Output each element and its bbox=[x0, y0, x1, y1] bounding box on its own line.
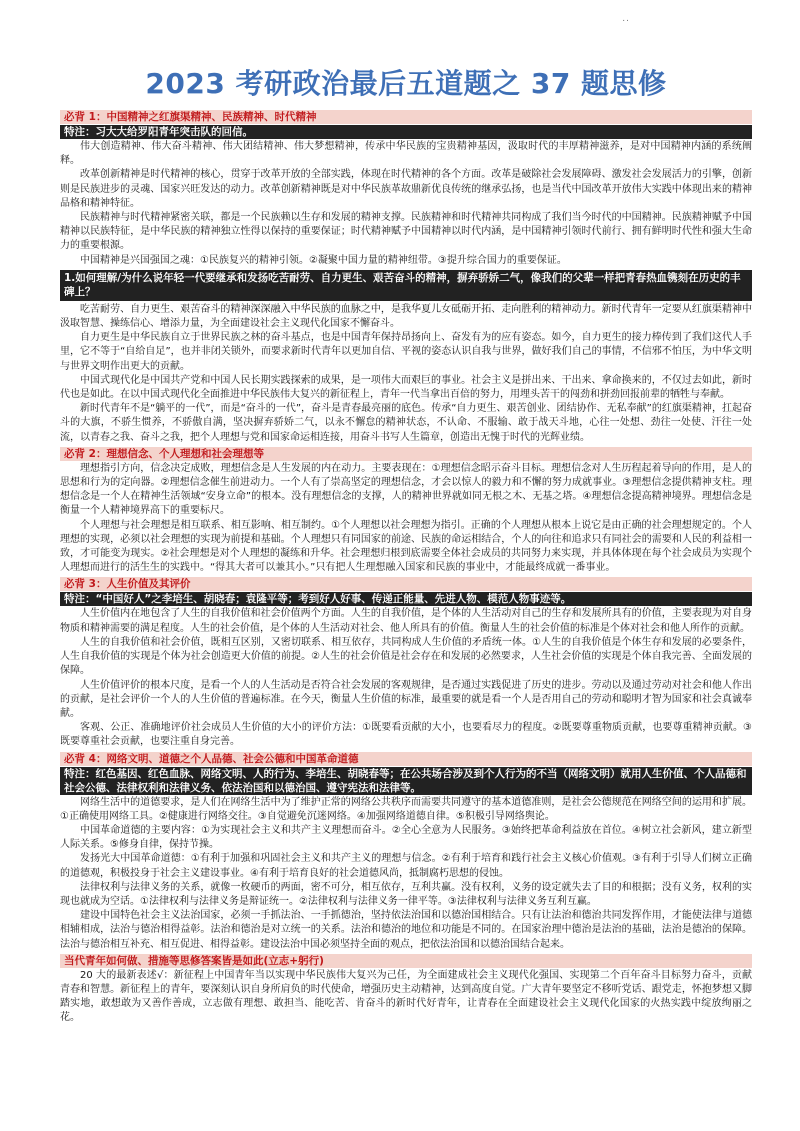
question-1: 1.如何理解/为什么说年轻一代要继承和发扬吃苦耐劳、自力更生、艰苦奋斗的精神，摒弃骄娇二气，像我们的父辈一样把青春热血镌刻在历史的丰碑上？ bbox=[60, 270, 752, 301]
answer-paragraph: 吃苦耐劳、自力更生、艰苦奋斗的精神深深融入中华民族的血脉之中，是我华夏儿女砥砺开拓、走向胜利的精神动力。新时代青年一定要从红旗渠精神中汲取智慧、操练信心、增添力量，为全面建设社会主义现代化国家不懈奋斗。 bbox=[60, 303, 752, 330]
page-title: 2023 考研政治最后五道题之 37 题思修 bbox=[145, 67, 667, 100]
section-3-note: 特注：“中国好人”之李培生、胡晓春；袁隆平等；考到好人好事、传递正能量、先进人物、模范人物事迹等。 bbox=[60, 592, 752, 606]
paragraph: 伟大创造精神、伟大奋斗精神、伟大团结精神、伟大梦想精神，传承中华民族的宝贵精神基因，汲取时代的丰厚精神滋养，是对中国精神内涵的系统阐释。 bbox=[60, 141, 752, 167]
answer-paragraph: 新时代青年不是“躺平的一代”，而是“奋斗的一代”，奋斗是青春最亮丽的底色。传承“自力更生、艰苦创业、团结协作、无私奉献”的红旗渠精神，扛起奋斗的大旗，不骄生惯养，不骄傲自满，坚决摒弃骄娇二气，以永不懈怠的精神状态，不认命、不服输、敢于战天斗地，心往一处想、劲往一处使、汗往一处流，以青春之我、奋斗之我，把个人理想与党和国家命运相连接，用奋斗书写人生篇章，创造出无愧于时代的光辉业绩。 bbox=[60, 403, 752, 443]
paragraph: 理想指引方向，信念决定成败，理想信念是人生发展的内在动力。主要表现在：①理想信念昭示奋斗目标。理想信念对人生历程起着导向的作用，是人的思想和行为的定向器。②理想信念催生前进动力。一个人有了崇高坚定的理想信念，才会以惊人的毅力和不懈的努力成就事业。③理想信念提供精神支柱。理想信念是一个人在精神生活领域“安身立命”的根本。没有理想信念的支撑，人的精神世界就如同无根之木、无基之塔。④理想信念提高精神境界。理想信念是衡量一个人精神境界高下的重要标尺。 bbox=[60, 462, 752, 517]
paragraph: 客观、公正、准确地评价社会成员人生价值的大小的评价方法：①既要看贡献的大小，也要看尽力的程度。②既要尊重物质贡献，也要尊重精神贡献。③既要尊重社会贡献，也要注重自身完善。 bbox=[60, 722, 752, 748]
paragraph: 人生的自我价值和社会价值，既相互区别，又密切联系、相互依存，共同构成人生价值的矛盾统一体。①人生的自我价值是个体生存和发展的必要条件，人生自我价值的实现是个体为社会创造更大价值的前提。②人生的社会价值是社会存在和发展的必然要求，人生社会价值的实现是个体自我完善、全面发展的保障。 bbox=[60, 636, 752, 677]
paragraph: 个人理想与社会理想是相互联系、相互影响、相互制约。①个人理想以社会理想为指引。正确的个人理想从根本上说它是由正确的社会理想规定的。个人理想的实现，必须以社会理想的实现为前提和基础。个人理想只有同国家的前途、民族的命运相结合，个人的向往和追求只有同社会的需要和人民的利益相一致，才可能变为现实。②社会理想是对个人理想的凝练和升华。社会理想归根到底需要全体社会成员的共同努力来实现，并具体体现在每个社会成员为实现个人理想而进行的活生生的实践中。“得其大者可以兼其小。”只有把人生理想融入国家和民族的事业中，才能最终成就一番事业。 bbox=[60, 519, 752, 574]
paragraph: 中国革命道德的主要内容：①为实现社会主义和共产主义理想而奋斗。②全心全意为人民服务。③始终把革命利益放在首位。④树立社会新风，建立新型人际关系。⑤修身自律，保持节操。 bbox=[60, 824, 752, 851]
paragraph: 法律权利与法律义务的关系，就像一枚硬币的两面，密不可分，相互依存，互利共赢。没有权利，义务的设定就失去了目的和根据；没有义务，权利的实现也就成为空话。①法律权利与法律义务是辩证统一。②法律权利与法律义务一律平等。③法律权利与法律义务互利互赢。 bbox=[60, 881, 752, 907]
section-4-note: 特注：红色基因、红色血脉、网络文明、人的行为、李培生、胡晓春等；在公共场合涉及到个人行为的不当（网络文明）就用人生价值、个人品德和社会公德、法律权利和法律义务、依法治国和以德治国、遵守宪法和法律等。 bbox=[60, 767, 752, 795]
section-1-header: 必背 1：中国精神之红旗渠精神、民族精神、时代精神 bbox=[60, 110, 752, 124]
paragraph: 20 大的最新表述√：新征程上中国青年当以实现中华民族伟大复兴为己任，为全面建成社会主义现代化强国、实现第二个百年奋斗目标努力奋斗，贡献青春和智慧。新征程上的青年，要深刻认识自身所肩负的时代使命，增强历史主动精神，达到高度自觉。广大青年要坚定不移听党话、跟党走，怀抱梦想又脚踏实地，敢想敢为又善作善成，立志做有理想、敢担当、能吃苦、肯奋斗的新时代好青年，让青春在全面建设社会主义现代化国家的火热实践中绽放绚丽之花。 bbox=[60, 969, 752, 1024]
section-3-header: 必背 3：人生价值及其评价 bbox=[60, 577, 752, 591]
paragraph: 建设中国特色社会主义法治国家，必须一手抓法治、一手抓德治，坚持依法治国和以德治国相结合。只有让法治和德治共同发挥作用，才能使法律与道德相辅相成，法治与德治相得益彰。法治和德治是对立统一的关系。法治和德治的地位和功能是不同的。在国家治理中德治是法治的基础，法治是德治的保障。法治与德治相互补充、相互促进、相得益彰。建设法治中国必须坚持全面的观点，把依法治国和以德治国结合起来。 bbox=[60, 910, 752, 950]
paragraph: 民族精神与时代精神紧密关联，都是一个民族赖以生存和发展的精神支撑。民族精神和时代精神共同构成了我们当今时代的中国精神。民族精神赋予中国精神以民族特征，是中华民族的精神独立性得以保持的重要保证；时代精神赋予中国精神以时代内涵，是中国精神引领时代前行、拥有鲜明时代性和强大生命力的重要根源。 bbox=[60, 212, 752, 252]
paragraph: 中国精神是兴国强国之魂：①民族复兴的精神引领。②凝聚中国力量的精神纽带。③提升综合国力的重要保证。 bbox=[80, 254, 567, 266]
paragraph: 发扬光大中国革命道德：①有利于加强和巩固社会主义和共产主义的理想与信念。②有利于培育和践行社会主义核心价值观。③有利于引导人们树立正确的道德观，积极投身于社会主义建设事业。④有利于培育良好的社会道德风尚，抵制腐朽思想的侵蚀。 bbox=[60, 853, 752, 879]
section-5-header: 当代青年如何做、措施等思修答案皆是如此(立志+躬行) bbox=[60, 954, 752, 968]
section-4-header: 必背 4：网络文明、道德之个人品德、社会公德和中国革命道德 bbox=[60, 752, 752, 766]
section-1-note: 特注：习大大给罗阳青年突击队的回信。 bbox=[60, 125, 752, 139]
answer-paragraph: 中国式现代化是中国共产党和中国人民长期实践探索的成果，是一项伟大而艰巨的事业。社会主义是拼出来、干出来、拿命换来的，不仅过去如此，新时代也是如此。在以中国式现代化全面推进中华民族伟大复兴的新征程上，青年一代当拿出百倍的努力，用埋头苦干的闯劲和拼劲回报前辈的牺牲与奉献。 bbox=[60, 374, 752, 401]
section-2-header: 必背 2：理想信念、个人理想和社会理想等 bbox=[60, 447, 752, 461]
paragraph: 网络生活中的道德要求，是人们在网络生活中为了维护正常的网络公共秩序而需要共同遵守的基本道德准则，是社会公德规范在网络空间的运用和扩展。①正确使用网络工具。②健康进行网络交往。③自觉避免沉迷网络。④加强网络道德自律。⑤积极引导网络舆论。 bbox=[60, 796, 752, 822]
paragraph: 人生价值评价的根本尺度，是看一个人的人生活动是否符合社会发展的客观规律，是否通过实践促进了历史的进步。劳动以及通过劳动对社会和他人作出的贡献，是社会评价一个人的人生价值的普遍标准。在今天，衡量人生价值的标准，最重要的就是看一个人是否用自己的劳动和聪明才智为国家和社会真诚奉献。 bbox=[60, 679, 752, 719]
paragraph: 改革创新精神是时代精神的核心，贯穿于改革开放的全部实践，体现在时代精神的各个方面。改革是破除社会发展障碍、激发社会发展活力的引擎，创新则是民族进步的灵魂、国家兴旺发达的动力。改革创新精神既是对中华民族革故鼎新优良传统的继承弘扬，也是当代中国改革开放伟大实践中体现出来的精神品格和精神特征。 bbox=[60, 169, 752, 209]
answer-paragraph: 自力更生是中华民族自立于世界民族之林的奋斗基点，也是中国青年保持昂扬向上、奋发有为的应有姿态。如今，自力更生的接力棒传到了我们这代人手里，它不等于“自给自足”，也并非闭关锁外，而要求新时代青年以更加自信、平视的姿态认识自我与世界，做好我们自己的事情，不信邪不怕压，为中华文明与世界文明作出更大的贡献。 bbox=[60, 332, 752, 372]
corner-dots: .. bbox=[622, 14, 630, 24]
paragraph: 人生价值内在地包含了人生的自我价值和社会价值两个方面。人生的自我价值，是个体的人生活动对自己的生存和发展所具有的价值，主要表现为对自身物质和精神需要的满足程度。人生的社会价值，是个体的人生活动对社会、他人所具有的价值。衡量人生的社会价值的标准是个体对社会和他人所作的贡献。 bbox=[60, 608, 752, 634]
